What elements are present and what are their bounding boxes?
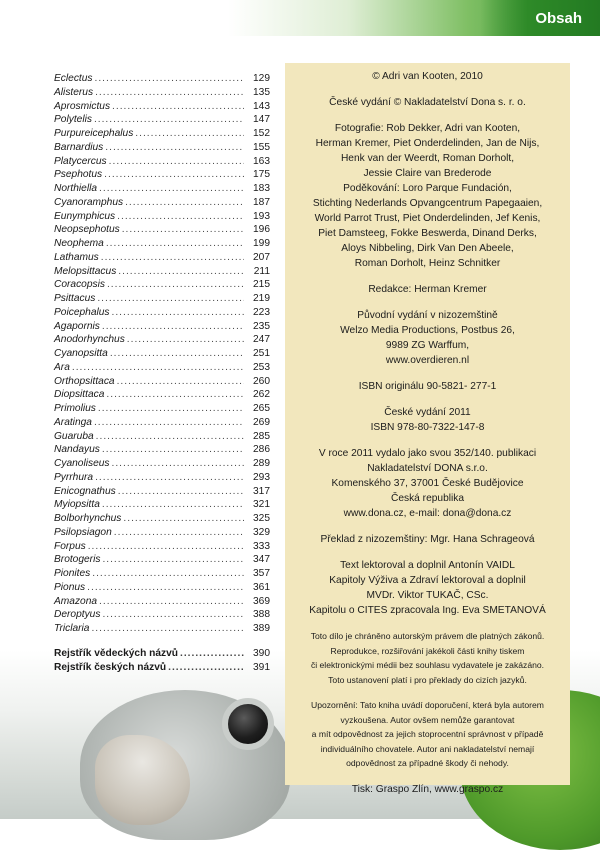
section-header [480, 0, 600, 36]
translation-text: Překlad z nizozemštiny: Mgr. Hana Schrageová [320, 534, 535, 545]
toc-entry [54, 361, 270, 375]
toc-entry [54, 581, 270, 595]
czech-isbn-line: České vydání 2011 [384, 407, 471, 418]
entry-page-number: 388 [253, 609, 270, 621]
dot-leader [127, 333, 244, 347]
toc-entry [54, 526, 270, 540]
toc-entry [54, 265, 270, 279]
dot-leader [92, 567, 244, 581]
entry-name: Coracopsis [54, 279, 105, 291]
entry-name: Pyrrhura [54, 471, 94, 483]
entry-page-number: 286 [253, 444, 270, 456]
dot-leader [118, 265, 244, 279]
entry-page-number: 163 [253, 155, 270, 167]
czech-isbn-line: ISBN 978-80-7322-147-8 [370, 422, 485, 433]
entry-page-number: 289 [253, 458, 270, 469]
publisher-line: Nakladatelství DONA s.r.o. [367, 463, 488, 474]
dot-leader [117, 210, 244, 224]
toc-entry [54, 608, 270, 622]
toc-entry [54, 375, 270, 389]
review-line: Text lektoroval a doplnil Antonín VAIDL [340, 560, 515, 571]
entry-name: Diopsittaca [54, 389, 105, 401]
dot-leader [114, 526, 244, 540]
dot-leader [95, 86, 244, 100]
entry-page-number: 247 [253, 334, 270, 346]
toc-entry [54, 320, 270, 334]
entry-name: Eunymphicus [54, 210, 116, 222]
photo-credit-line: Herman Kremer, Piet Onderdelinden, Jan de Nijs, [315, 138, 540, 149]
entry-page-number: 262 [253, 389, 270, 401]
publisher-line: www.dona.cz, e-mail: dona@dona.cz [343, 508, 512, 519]
toc-entry [54, 512, 270, 526]
toc-entry [54, 471, 270, 485]
dot-leader [112, 100, 244, 114]
entry-name: Melopsittacus [54, 265, 117, 277]
toc-entry [54, 182, 270, 196]
dot-leader [101, 251, 244, 265]
dot-leader [106, 388, 244, 402]
entry-page-number: 357 [253, 568, 270, 579]
entry-page-number: 155 [253, 141, 270, 153]
toc-entry [54, 127, 270, 141]
acknowledgement-line: Roman Dorholt, Heinz Schnitker [354, 258, 501, 269]
toc-entry [54, 113, 270, 127]
notice-line: vyzkoušena. Autor ovšem nemůže garantovat [340, 714, 515, 725]
toc-entry [54, 347, 270, 361]
entry-page-number: 253 [253, 361, 270, 373]
rights-line: Toto ustanovení platí i pro překlady do cizích jazyků. [328, 674, 527, 685]
entry-page-number: 391 [253, 662, 270, 673]
entry-name: Bolborhynchus [54, 513, 122, 524]
toc-entry [54, 567, 270, 581]
dot-leader [109, 155, 244, 169]
entry-page-number: 321 [253, 499, 270, 511]
dot-leader [99, 595, 244, 609]
entry-page-number: 347 [253, 554, 270, 566]
dot-leader [118, 485, 244, 499]
dot-leader [95, 471, 244, 485]
entry-name: Brotogeris [54, 554, 101, 566]
acknowledgement-line: Piet Damsteeg, Fokke Beswerda, Dinand Derks, [318, 228, 537, 239]
toc-entry [54, 430, 270, 444]
entry-name: Agapornis [54, 320, 100, 332]
entry-page-number: 129 [253, 73, 270, 84]
dot-leader [125, 196, 244, 210]
toc-entry [54, 292, 270, 306]
dot-leader [107, 278, 244, 292]
entry-name: Cyanoliseus [54, 458, 110, 469]
entry-name: Lathamus [54, 251, 99, 263]
original-edition-line: Welzo Media Productions, Postbus 26, [340, 325, 515, 336]
dot-leader [112, 306, 244, 320]
photo-credit-line: Jessie Claire van Brederode [363, 168, 492, 179]
toc-entry [54, 498, 270, 512]
notice-line: odpovědnost za případné škody či nehody. [346, 758, 509, 768]
copyright-text: © Adri van Kooten, 2010 [372, 71, 483, 82]
entry-page-number: 215 [253, 279, 270, 291]
entry-name: Amazona [54, 595, 98, 607]
entry-page-number: 199 [253, 238, 270, 249]
entry-name: Anodorhynchus [54, 334, 125, 346]
entry-name: Nandayus [54, 444, 100, 456]
notice-line: a mít odpovědnost za jejich stoprocentní správnost v případě [311, 729, 544, 739]
entry-name: Myiopsitta [54, 499, 100, 511]
entry-name: Psilopsiagon [54, 526, 112, 538]
index-list [54, 647, 270, 675]
czech-edition-text: České vydání © Nakladatelství Dona s. r. o. [329, 97, 526, 108]
entry-name: Enicognathus [54, 485, 116, 497]
entry-page-number: 317 [253, 485, 270, 497]
toc-entry [54, 622, 270, 636]
publisher-line: Komenského 37, 37001 České Budějovice [331, 478, 524, 489]
toc-entry [54, 223, 270, 237]
dot-leader [98, 402, 244, 416]
editor-text: Redakce: Herman Kremer [368, 284, 487, 295]
original-edition-line: Původní vydání v nizozemštině [357, 310, 498, 321]
toc-entry [54, 595, 270, 609]
dot-leader [91, 622, 244, 636]
dot-leader [117, 375, 244, 389]
entry-page-number: 390 [253, 648, 270, 659]
dot-leader [102, 320, 244, 334]
original-edition-line: 9989 ZG Warffum, [385, 340, 470, 351]
entry-name: Aratinga [54, 416, 92, 428]
toc-entry [54, 155, 270, 169]
toc-entry [54, 86, 270, 100]
entry-name: Alisterus [54, 86, 94, 98]
toc-entry [54, 540, 270, 554]
entry-name: Ara [54, 361, 70, 373]
dot-leader [106, 237, 244, 251]
parrot-eye-image [222, 698, 274, 750]
entry-name: Cyanoramphus [54, 196, 124, 208]
dot-leader [110, 347, 244, 361]
entry-page-number: 143 [253, 100, 270, 112]
entry-name: Purpureicephalus [54, 128, 134, 139]
entry-page-number: 135 [253, 86, 270, 98]
entry-name: Pionites [54, 568, 91, 579]
dot-leader [180, 647, 244, 661]
entry-page-number: 219 [253, 293, 270, 304]
toc-entry [54, 388, 270, 402]
review-line: Kapitoly Výživa a Zdraví lektoroval a doplnil [329, 575, 526, 586]
entry-page-number: 187 [253, 196, 270, 208]
entry-page-number: 251 [253, 348, 270, 359]
dot-leader [102, 498, 244, 512]
toc-entry [54, 278, 270, 292]
entry-name: Psephotus [54, 169, 103, 181]
entry-page-number: 207 [253, 251, 270, 263]
entry-name: Guaruba [54, 430, 94, 442]
dot-leader [94, 416, 244, 430]
dot-leader [87, 581, 244, 595]
toc-entry [54, 457, 270, 471]
dot-leader [105, 141, 244, 155]
entry-page-number: 285 [253, 430, 270, 442]
acknowledgement-line: Poděkování: Loro Parque Fundación, [343, 183, 512, 194]
entry-name: Northiella [54, 183, 98, 194]
rights-line: či elektronickými médii bez souhlasu vydavatele je zakázáno. [310, 660, 545, 670]
entry-name: Pionus [54, 581, 86, 593]
dot-leader [135, 127, 244, 141]
entry-name: Rejstřík vědeckých názvů [54, 648, 179, 659]
entry-page-number: 223 [253, 306, 270, 318]
acknowledgement-line: World Parrot Trust, Piet Onderdelinden, Jef Kenis, [314, 213, 541, 224]
dot-leader [123, 512, 244, 526]
dot-leader [97, 292, 244, 306]
photo-credit-line: Henk van der Weerdt, Roman Dorholt, [340, 153, 515, 164]
entry-page-number: 269 [253, 416, 270, 428]
toc-entry [54, 306, 270, 320]
dot-leader [102, 553, 244, 567]
entry-name: Barnardius [54, 141, 104, 153]
dot-leader [94, 113, 244, 127]
dot-leader [168, 661, 244, 675]
isbn-original-text: ISBN originálu 90-5821- 277-1 [358, 381, 497, 392]
toc-entry [54, 210, 270, 224]
publisher-line: Česká republika [390, 493, 465, 504]
original-edition-line: www.overdieren.nl [385, 355, 470, 366]
toc-entry [54, 333, 270, 347]
toc-entry [54, 168, 270, 182]
dot-leader [102, 443, 244, 457]
entry-name: Forpus [54, 540, 86, 552]
review-line: MVDr. Viktor TUKAČ, CSc. [366, 590, 489, 601]
entry-name: Aprosmictus [54, 100, 111, 112]
entry-name: Primolius [54, 403, 96, 414]
toc-entry [54, 402, 270, 416]
entry-page-number: 152 [253, 128, 270, 139]
toc-entry [54, 485, 270, 499]
toc-entry [54, 443, 270, 457]
dot-leader [95, 72, 244, 86]
index-entry [54, 661, 270, 675]
entry-name: Poicephalus [54, 306, 110, 318]
print-text: Tisk: Graspo Zlín, www.graspo.cz [351, 783, 504, 795]
dot-leader [99, 182, 244, 196]
dot-leader [104, 168, 244, 182]
toc-entry [54, 100, 270, 114]
entry-name: Deroptyus [54, 609, 101, 621]
dot-leader [122, 223, 244, 237]
dot-leader [102, 608, 244, 622]
entry-name: Eclectus [54, 73, 93, 84]
entry-page-number: 211 [253, 265, 270, 277]
entry-name: Platycercus [54, 155, 107, 167]
entry-name: Neopsephotus [54, 224, 120, 236]
entry-page-number: 260 [253, 375, 270, 387]
section-title: Obsah [535, 9, 582, 27]
entry-name: Cyanopsitta [54, 348, 108, 359]
entry-page-number: 193 [253, 210, 270, 222]
toc-entry [54, 251, 270, 265]
entry-page-number: 361 [253, 581, 270, 593]
entry-name: Orthopsittaca [54, 375, 115, 387]
toc-entry [54, 553, 270, 567]
toc-entry [54, 72, 270, 86]
entry-page-number: 175 [253, 169, 270, 181]
notice-line: Upozornění: Tato kniha uvádí doporučení, která byla autorem [311, 700, 544, 710]
entry-page-number: 183 [253, 183, 270, 194]
imprint-box [285, 63, 570, 795]
entry-page-number: 235 [253, 320, 270, 332]
entry-page-number: 293 [253, 471, 270, 483]
acknowledgement-line: Aloys Nibbeling, Dirk Van Den Abeele, [341, 243, 514, 254]
notice-line: individuálního chovatele. Autor ani nakladatelství nemají [320, 743, 535, 754]
entry-name: Triclaria [54, 623, 90, 634]
entry-name: Rejstřík českých názvů [54, 662, 167, 673]
toc-entry [54, 237, 270, 251]
rights-line: Reprodukce, rozšiřování jakékoli části knihy tiskem [330, 645, 525, 656]
publisher-line: V roce 2011 vydalo jako svou 352/140. publikaci [318, 448, 537, 459]
toc-entry [54, 416, 270, 430]
review-line: Kapitolu o CITES zpracovala Ing. Eva SMETANOVÁ [309, 605, 546, 616]
table-of-contents [54, 72, 270, 636]
entry-page-number: 325 [253, 513, 270, 524]
dot-leader [96, 430, 244, 444]
entry-name: Psittacus [54, 293, 96, 304]
dot-leader [88, 540, 244, 554]
rights-line: Toto dílo je chráněno autorským právem dle platných zákonů. [310, 631, 545, 641]
toc-entry [54, 196, 270, 210]
acknowledgement-line: Stichting Nederlands Opvangcentrum Papegaaien, [312, 198, 543, 209]
toc-entry [54, 141, 270, 155]
entry-page-number: 333 [253, 540, 270, 552]
entry-page-number: 389 [253, 623, 270, 634]
index-entry [54, 647, 270, 661]
entry-name: Polytelis [54, 114, 92, 126]
entry-page-number: 196 [253, 224, 270, 236]
entry-page-number: 329 [253, 526, 270, 538]
entry-page-number: 147 [253, 114, 270, 126]
entry-page-number: 369 [253, 595, 270, 607]
photo-credit-line: Fotografie: Rob Dekker, Adri van Kooten, [334, 123, 521, 134]
entry-name: Neophema [54, 238, 104, 249]
entry-page-number: 265 [253, 403, 270, 414]
dot-leader [72, 361, 244, 375]
dot-leader [112, 457, 245, 471]
